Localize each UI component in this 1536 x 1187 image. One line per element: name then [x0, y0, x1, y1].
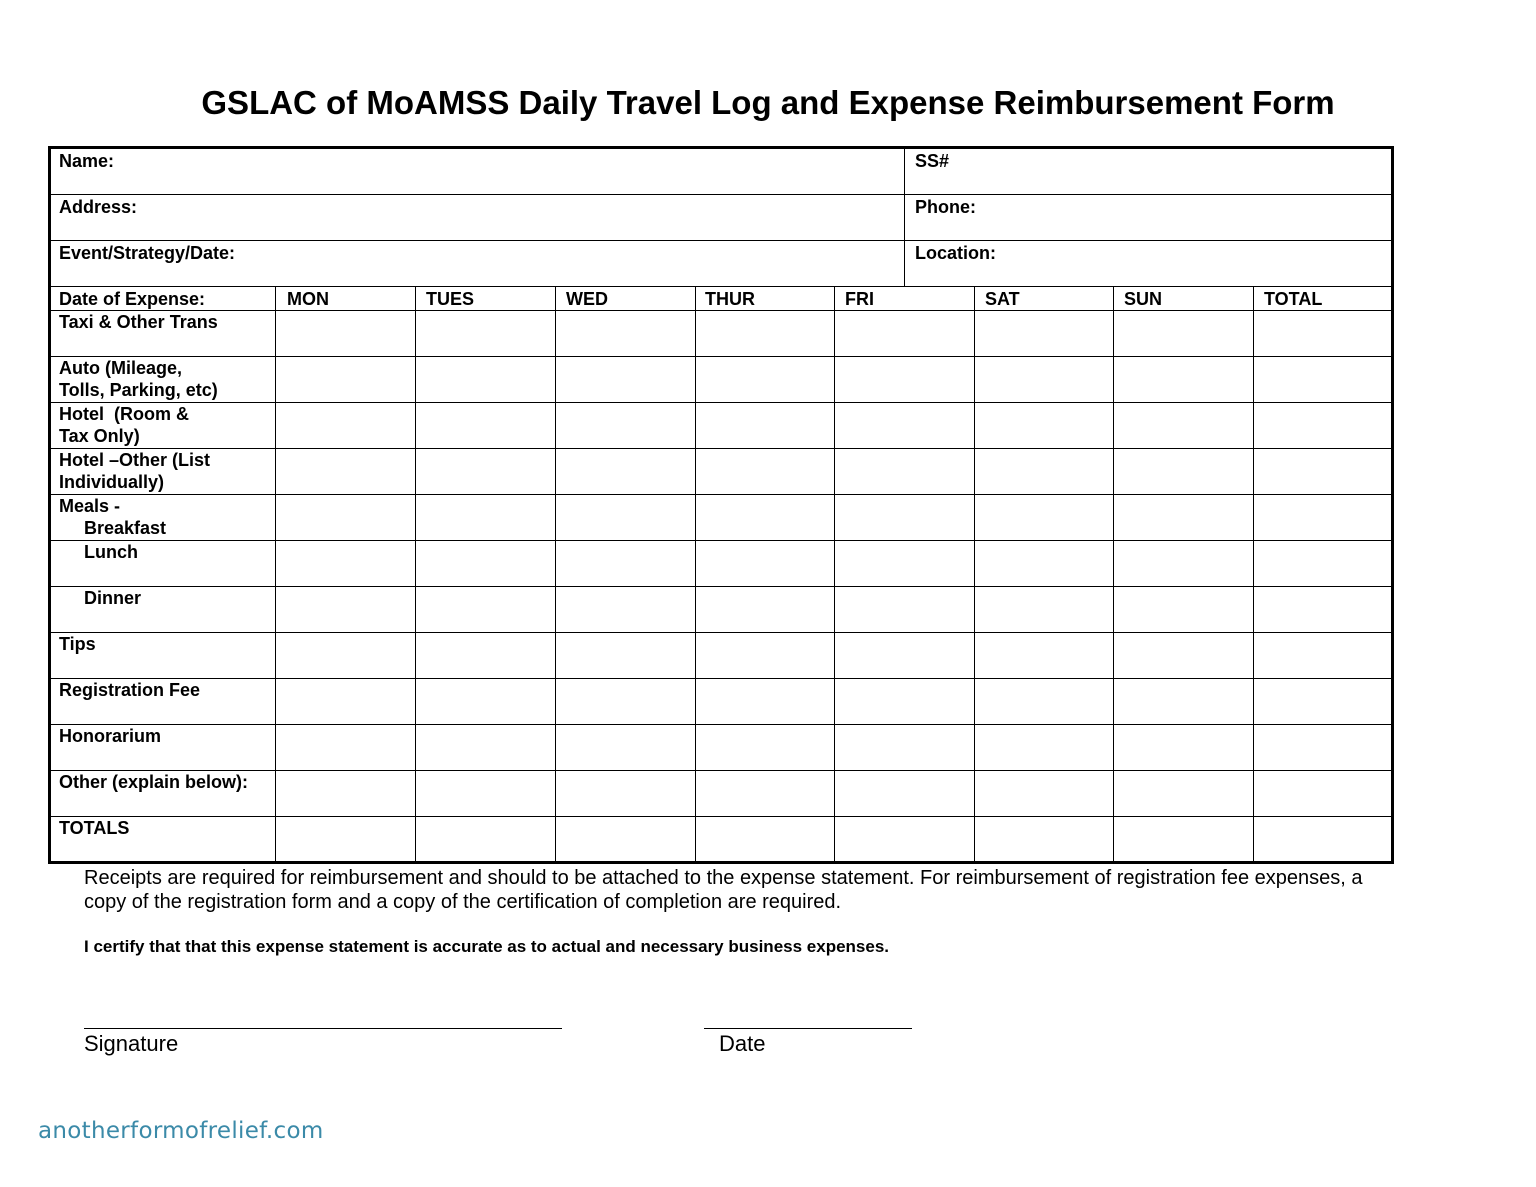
expense-cell[interactable]	[975, 725, 1113, 770]
expense-cell[interactable]	[276, 771, 415, 816]
column-header-total: TOTAL	[1264, 289, 1323, 309]
expense-cell[interactable]	[416, 817, 555, 862]
expense-cell[interactable]	[835, 771, 974, 816]
expense-cell[interactable]	[835, 403, 974, 448]
expense-cell[interactable]	[1114, 679, 1253, 724]
row-label: Hotel (Room &	[59, 404, 189, 424]
expense-cell[interactable]	[696, 541, 834, 586]
expense-cell[interactable]	[1114, 633, 1253, 678]
expense-cell[interactable]	[1254, 449, 1391, 494]
expense-cell[interactable]	[975, 679, 1113, 724]
expense-cell[interactable]	[556, 495, 695, 540]
expense-cell[interactable]	[1254, 587, 1391, 632]
expense-cell[interactable]	[975, 495, 1113, 540]
expense-cell[interactable]	[556, 311, 695, 356]
expense-cell[interactable]	[835, 679, 974, 724]
expense-cell[interactable]	[276, 449, 415, 494]
expense-cell[interactable]	[556, 449, 695, 494]
date-of-expense-label: Date of Expense:	[59, 289, 206, 309]
row-label: Tolls, Parking, etc)	[59, 380, 218, 400]
row-label: Registration Fee	[59, 680, 201, 700]
column-header-tues: TUES	[426, 289, 475, 309]
expense-cell[interactable]	[556, 633, 695, 678]
expense-cell[interactable]	[416, 449, 555, 494]
ss-label: SS#	[915, 151, 950, 171]
event-strategy-date-label: Event/Strategy/Date:	[59, 243, 236, 263]
expense-cell[interactable]	[1114, 725, 1253, 770]
expense-cell[interactable]	[835, 311, 974, 356]
expense-cell[interactable]	[556, 817, 695, 862]
expense-cell[interactable]	[835, 633, 974, 678]
expense-cell[interactable]	[696, 403, 834, 448]
expense-cell[interactable]	[276, 725, 415, 770]
expense-cell[interactable]	[1254, 679, 1391, 724]
expense-cell[interactable]	[276, 587, 415, 632]
expense-cell[interactable]	[416, 771, 555, 816]
expense-cell[interactable]	[975, 817, 1113, 862]
expense-cell[interactable]	[696, 679, 834, 724]
expense-cell[interactable]	[975, 357, 1113, 402]
expense-cell[interactable]	[696, 449, 834, 494]
expense-cell[interactable]	[1254, 495, 1391, 540]
expense-cell[interactable]	[696, 495, 834, 540]
expense-cell[interactable]	[416, 679, 555, 724]
expense-cell[interactable]	[975, 403, 1113, 448]
expense-cell[interactable]	[1114, 449, 1253, 494]
expense-cell[interactable]	[696, 357, 834, 402]
row-label: Individually)	[59, 472, 165, 492]
receipts-note: Receipts are required for reimbursement and should to be attached to the expense statement. For reimbursement of registration fee expenses, a copy of the registration form and a copy of the certification of completion are required.	[84, 867, 1363, 913]
expense-cell[interactable]	[556, 357, 695, 402]
expense-cell[interactable]	[975, 587, 1113, 632]
expense-cell[interactable]	[276, 541, 415, 586]
expense-cell[interactable]	[975, 311, 1113, 356]
header-row-divider	[48, 286, 1394, 287]
column-header-sat: SAT	[985, 289, 1020, 309]
expense-cell[interactable]	[276, 403, 415, 448]
expense-cell[interactable]	[835, 541, 974, 586]
header-row-divider	[48, 194, 1394, 195]
expense-cell[interactable]	[416, 633, 555, 678]
expense-cell[interactable]	[1114, 495, 1253, 540]
expense-cell[interactable]	[696, 587, 834, 632]
expense-cell[interactable]	[1114, 311, 1253, 356]
expense-cell[interactable]	[696, 633, 834, 678]
expense-cell[interactable]	[276, 817, 415, 862]
location-label: Location:	[915, 243, 996, 263]
expense-cell[interactable]	[556, 541, 695, 586]
expense-cell[interactable]	[416, 725, 555, 770]
expense-cell[interactable]	[1114, 357, 1253, 402]
row-label: Taxi & Other Trans	[59, 312, 218, 332]
expense-cell[interactable]	[835, 587, 974, 632]
expense-cell[interactable]	[1114, 403, 1253, 448]
expense-cell[interactable]	[1254, 541, 1391, 586]
expense-cell[interactable]	[696, 771, 834, 816]
expense-cell[interactable]	[1254, 311, 1391, 356]
expense-cell[interactable]	[975, 633, 1113, 678]
expense-cell[interactable]	[975, 541, 1113, 586]
expense-cell[interactable]	[1114, 587, 1253, 632]
row-label: Auto (Mileage,	[59, 358, 183, 378]
expense-cell[interactable]	[835, 449, 974, 494]
row-label: Lunch	[59, 542, 138, 562]
signature-label: Signature	[84, 1031, 179, 1056]
row-label: Meals -	[59, 496, 121, 516]
column-header-wed: WED	[566, 289, 608, 309]
column-header-fri: FRI	[845, 289, 874, 309]
expense-cell[interactable]	[1254, 357, 1391, 402]
expense-cell[interactable]	[1254, 633, 1391, 678]
column-header-sun: SUN	[1124, 289, 1163, 309]
expense-cell[interactable]	[416, 311, 555, 356]
column-header-mon: MON	[287, 289, 329, 309]
signature-line[interactable]	[84, 1028, 562, 1029]
expense-cell[interactable]	[416, 587, 555, 632]
expense-cell[interactable]	[276, 679, 415, 724]
phone-label: Phone:	[915, 197, 976, 217]
date-label: Date	[719, 1031, 766, 1056]
row-label: TOTALS	[59, 818, 130, 838]
expense-cell[interactable]	[1114, 771, 1253, 816]
expense-cell[interactable]	[835, 357, 974, 402]
expense-cell[interactable]	[975, 771, 1113, 816]
row-label: Tax Only)	[59, 426, 140, 446]
form-title: GSLAC of MoAMSS Daily Travel Log and Expense Reimbursement Form	[201, 84, 1335, 121]
expense-cell[interactable]	[1254, 403, 1391, 448]
expense-cell[interactable]	[276, 633, 415, 678]
row-label: Other (explain below):	[59, 772, 249, 792]
expense-cell[interactable]	[276, 311, 415, 356]
expense-cell[interactable]	[696, 725, 834, 770]
expense-cell[interactable]	[696, 311, 834, 356]
expense-cell[interactable]	[556, 725, 695, 770]
row-label: Hotel –Other (List	[59, 450, 211, 470]
header-row-divider	[48, 240, 1394, 241]
expense-cell[interactable]	[416, 541, 555, 586]
expense-cell[interactable]	[835, 817, 974, 862]
row-label: Breakfast	[59, 518, 167, 538]
row-label: Tips	[59, 634, 96, 654]
expense-cell[interactable]	[975, 449, 1113, 494]
expense-cell[interactable]	[556, 403, 695, 448]
column-header-thur: THUR	[705, 289, 755, 309]
expense-cell[interactable]	[1254, 771, 1391, 816]
expense-cell[interactable]	[835, 725, 974, 770]
certification-statement: I certify that that this expense statement is accurate as to actual and necessary business expenses.	[84, 937, 890, 956]
header-column-divider	[904, 148, 905, 286]
watermark-text: anotherformofrelief.com	[38, 1118, 324, 1144]
expense-cell[interactable]	[835, 495, 974, 540]
expense-cell[interactable]	[1254, 817, 1391, 862]
row-label: Honorarium	[59, 726, 162, 746]
name-label: Name:	[59, 151, 115, 171]
expense-cell[interactable]	[416, 495, 555, 540]
expense-cell[interactable]	[276, 495, 415, 540]
expense-cell[interactable]	[276, 357, 415, 402]
expense-cell[interactable]	[556, 679, 695, 724]
expense-cell[interactable]	[1254, 725, 1391, 770]
expense-cell[interactable]	[416, 403, 555, 448]
row-label: Dinner	[59, 588, 142, 608]
date-line[interactable]	[704, 1028, 912, 1029]
expense-cell[interactable]	[1114, 817, 1253, 862]
address-label: Address:	[59, 197, 138, 217]
expense-cell[interactable]	[416, 357, 555, 402]
expense-cell[interactable]	[1114, 541, 1253, 586]
expense-cell[interactable]	[556, 587, 695, 632]
expense-cell[interactable]	[696, 817, 834, 862]
expense-cell[interactable]	[556, 771, 695, 816]
